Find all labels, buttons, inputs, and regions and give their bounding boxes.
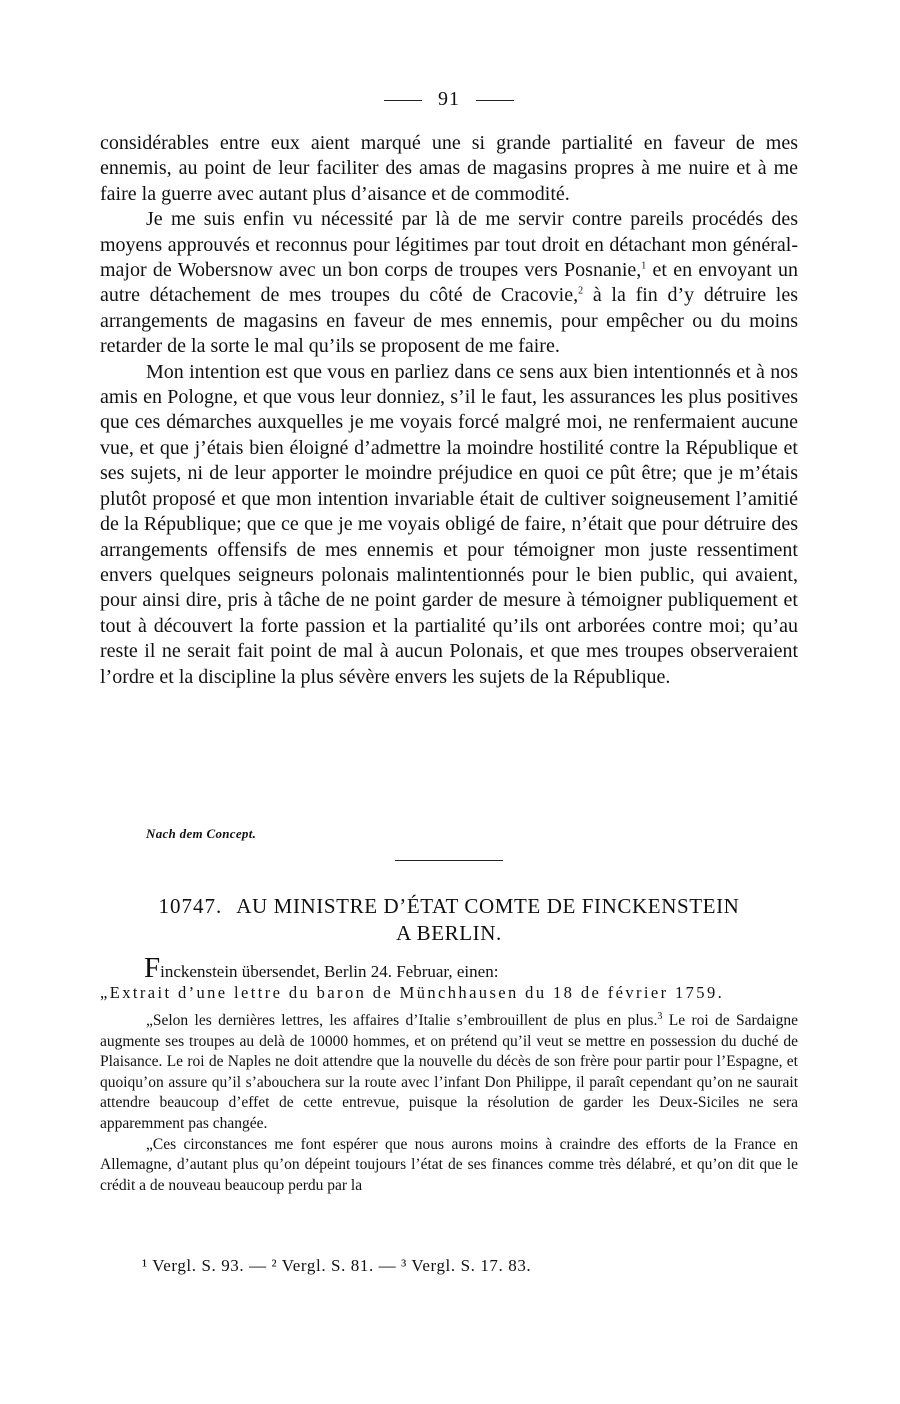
quoted-letter [100, 1011, 798, 1196]
body-paragraph: considérables entre eux aient marqué une si grande partialité en faveur de mes ennemis, au point de leur faciliter des amas de magasins propres à me nuire et à me faire la guerre avec autant plus d’aisance et de commodité. [100, 132, 798, 205]
letter-body [100, 131, 798, 690]
document-heading [100, 893, 798, 947]
body-paragraph: Mon intention est que vous en parliez dans ce sens aux bien intentionnés et à nos amis en Pologne, et que vous leur donniez, s’il le faut, les assurances les plus positives que ces démarches auxquelles je me voyais forcé malgré moi, ne renfermaient aucune vue, et que j’étais bien éloigné d’admettre la moindre hostilité contre la République et ses sujets, ni de leur apporter le moindre préjudice en quoi ce pût être; que je m’étais plutôt proposé et que mon intention invariable était de cultiver soigneusement l’amitié de la République; que ce que je me voyais obligé de faire, n’était que pour détruire des arrangements offensifs de mes ennemis et pour témoigner mon juste ressentiment envers quelques seigneurs polonais malintentionnés pour le bien public, qui avaient, pour ainsi dire, pris à tâche de ne point garder de mesure à témoigner publiquement et tout à découvert la forte passion et la partialité qu’ils ont arborées contre moi; qu’au reste il ne serait fait point de mal à aucun Polonais, et que mes troupes observeraient l’ordre et la discipline la plus sévère envers les sujets de la République. [100, 360, 798, 688]
page-number [100, 88, 798, 111]
extract-title: „Extrait d’une lettre du baron de Münchhausen du 18 de février 1759. [100, 983, 725, 1002]
source-note: Nach dem Concept. [146, 826, 257, 841]
footnote-ref: 3 [657, 1010, 663, 1022]
page-number-rule-left [384, 100, 422, 101]
footnote-ref: 2 [578, 285, 584, 297]
drop-cap: F [144, 952, 161, 984]
document-number: 10747. [158, 894, 223, 918]
section-divider [395, 860, 503, 861]
body-paragraph: Je me suis enfin vu nécessité par là de me servir contre pareils procédés des moyens approuvés et reconnus pour légitimes par tout droit en détachant mon général-major de Wobersnow avec un bon corps de troupes vers Posnanie,$^1$ et en envoyant un autre détachement de mes troupes du côté de Cracovie,$^2$ à la fin d’y détruire les arrangements de magasins en faveur de mes ennemis, pour empêcher ou du moins retarder de la sorte le mal qu’ils se proposent de me faire. [100, 208, 799, 358]
footnote-ref: 1 [641, 260, 647, 272]
heading-line-2: A BERLIN. [396, 921, 502, 945]
intro-line: Finckenstein übersendet, Berlin 24. Februar, einen: [144, 952, 499, 984]
quote-paragraph: „Selon les dernières lettres, les affaires d’Italie s’embrouillent de plus en plus.$^3$ Le roi de Sardaigne augmente ses troupes au delà de 10000 hommes, et on prétend qu’il veut se mettre en possession du duché de Plaisance. Le roi de Naples ne doit attendre que la nouvelle du décès de son frère pour partir pour l’Espagne, et quoiqu’on assure qu’il s’abouchera sur la route avec l’infant Don Philippe, il paraît cependant qu’on ne saurait attendre beaucoup d’effet de cette entrevue, puisque la résolution de garder les Deux-Siciles ne sera apparemment pas changée. [100, 1010, 798, 1132]
heading-title: AU MINISTRE D’ÉTAT COMTE DE FINCKENSTEIN [236, 894, 740, 918]
footnotes: ¹ Vergl. S. 93. — ² Vergl. S. 81. — ³ Vergl. S. 17. 83. [142, 1256, 532, 1275]
heading-line-1 [100, 893, 798, 920]
page-number-text: 91 [438, 88, 460, 110]
page-number-rule-right [476, 100, 514, 101]
quote-paragraph: „Ces circonstances me font espérer que nous aurons moins à craindre des efforts de la France en Allemagne, d’autant plus qu’on dépeint toujours l’état de ses finances comme très délabré, et qu’on dit que le crédit a de nouveau beaucoup perdu par la [100, 1135, 798, 1194]
